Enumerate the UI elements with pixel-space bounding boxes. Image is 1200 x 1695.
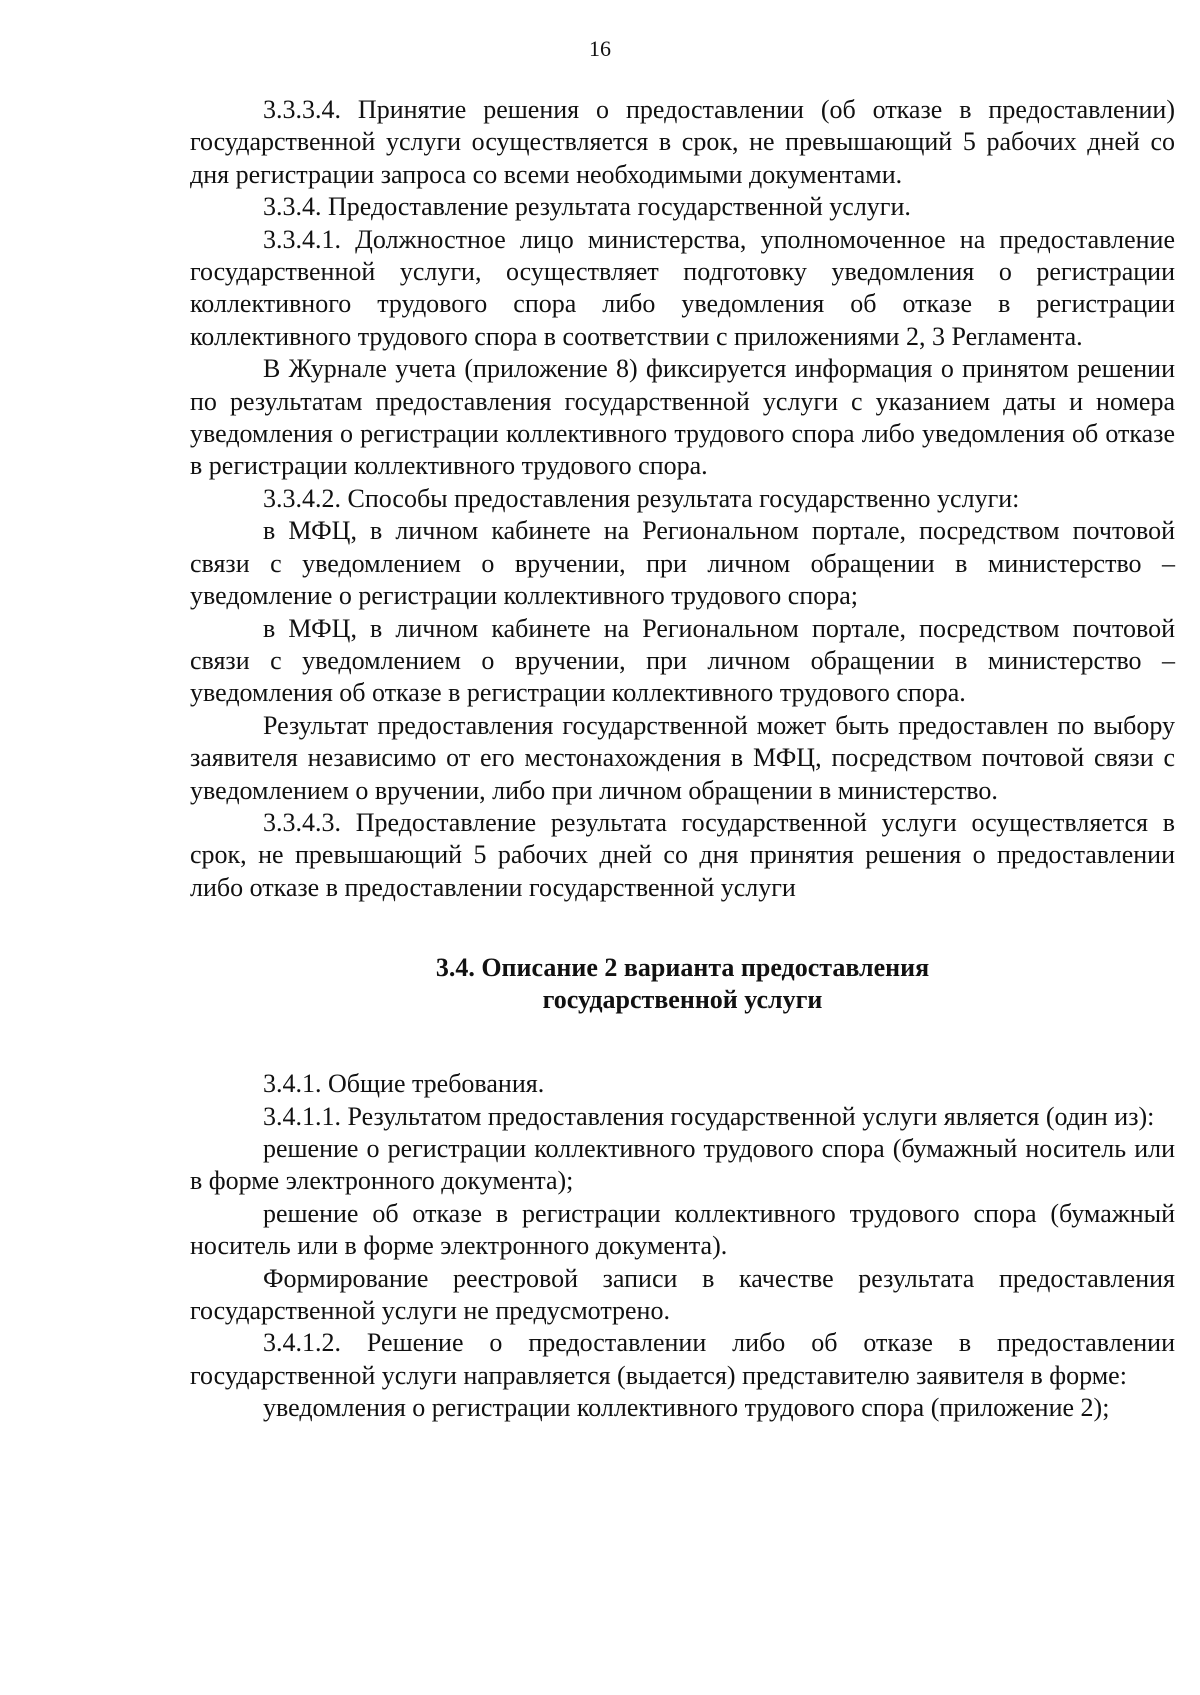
section-heading-line: 3.4. Описание 2 варианта предоставления <box>435 953 930 983</box>
paragraph: решение о регистрации коллективного трудового спора (бумажный носитель или в форме электронного документа); <box>190 1133 1175 1196</box>
section-heading <box>190 952 1175 1016</box>
document-body <box>190 94 1175 1425</box>
paragraph: уведомления о регистрации коллективного трудового спора (приложение 2); <box>263 1393 1110 1423</box>
paragraph: 3.3.4. Предоставление результата государственной услуги. <box>263 192 911 222</box>
paragraph: 3.3.4.2. Способы предоставления результата государственно услуги: <box>263 483 1020 513</box>
paragraph: 3.3.4.1. Должностное лицо министерства, уполномоченное на предоставление государственной услуги, осуществляет подготовку уведомления о регистрации коллективного трудового спора либо уведомления об отказе в регистрации коллективного трудового спора в соответствии с приложениями 2, 3 Регламента. <box>190 224 1175 351</box>
page-number: 16 <box>589 36 611 61</box>
paragraph: 3.4.1.2. Решение о предоставлении либо об отказе в предоставлении государственной услуги направляется (выдается) представителю заявителя в форме: <box>190 1328 1175 1390</box>
paragraph: Формирование реестровой записи в качестве результата предоставления государственной услуги не предусмотрено. <box>190 1263 1175 1325</box>
paragraph: в МФЦ, в личном кабинете на Региональном портале, посредством почтовой связи с уведомлением о вручении, при личном обращении в министерство – уведомление о регистрации коллективного трудового спора; <box>190 516 1175 611</box>
paragraph: 3.4.1.1. Результатом предоставления государственной услуги является (один из): <box>263 1101 1155 1131</box>
paragraph: Результат предоставления государственной может быть предоставлен по выбору заявителя независимо от его местонахождения в МФЦ, посредством почтовой связи с уведомлением о вручении, либо при личном обращении в министерство. <box>190 710 1175 805</box>
paragraph: 3.4.1. Общие требования. <box>263 1069 545 1099</box>
paragraph: 3.3.4.3. Предоставление результата государственной услуги осуществляется в срок, не превышающий 5 рабочих дней со дня принятия решения о предоставлении либо отказе в предоставлении государственной услуги <box>190 807 1175 902</box>
section-heading-line: государственной услуги <box>542 985 823 1015</box>
paragraph: в МФЦ, в личном кабинете на Региональном портале, посредством почтовой связи с уведомлением о вручении, при личном обращении в министерство – уведомления об отказе в регистрации коллективного трудового спора. <box>190 613 1175 708</box>
paragraph: 3.3.3.4. Принятие решения о предоставлении (об отказе в предоставлении) государственной услуги осуществляется в срок, не превышающий 5 рабочих дней со дня регистрации запроса со всеми необходимыми документами. <box>190 95 1175 189</box>
paragraph: В Журнале учета (приложение 8) фиксируется информация о принятом решении по результатам предоставления государственной услуги с указанием даты и номера уведомления о регистрации коллективного трудового спора либо уведомления об отказе в регистрации коллективного трудового спора. <box>190 354 1175 481</box>
paragraph: решение об отказе в регистрации коллективного трудового спора (бумажный носитель или в форме электронного документа). <box>190 1198 1175 1261</box>
